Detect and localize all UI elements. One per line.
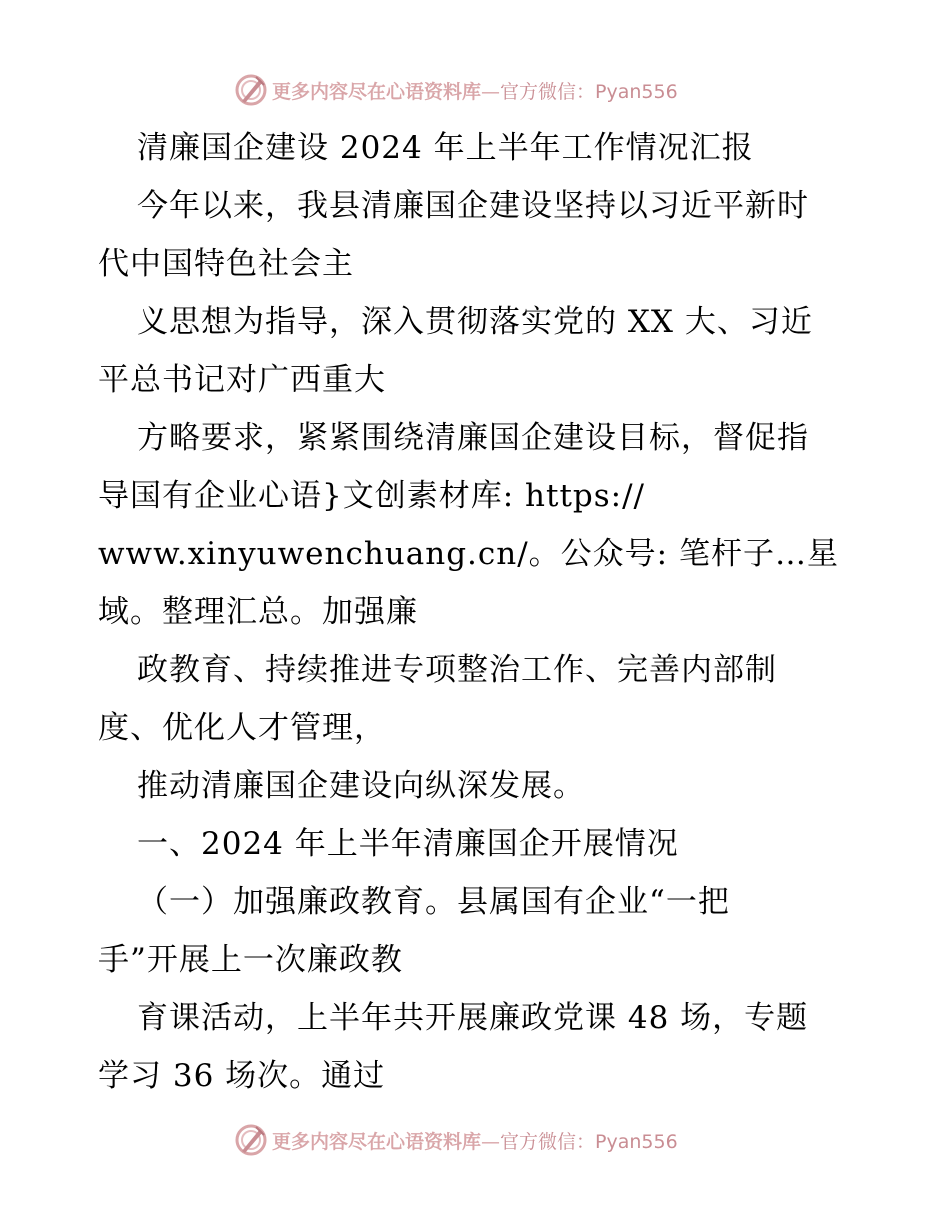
paragraph-line: www.xinyuwenchuang.cn/。公众号: 笔杆子…星: [98, 536, 839, 572]
watermark-account: Pyan556: [595, 1130, 678, 1153]
watermark-account: Pyan556: [595, 80, 678, 103]
paragraph-line: 代中国特色社会主: [98, 246, 354, 282]
header-watermark-text: [272, 77, 678, 104]
paragraph-line: 手”开展上一次廉政教: [98, 942, 403, 978]
watermark-dash: —: [481, 1130, 501, 1153]
watermark-site-name: 更多内容尽在心语资料库: [272, 80, 482, 103]
paragraph-line: 今年以来，我县清廉国企建设坚持以习近平新时: [137, 188, 809, 224]
paragraph-line: 推动清廉国企建设向纵深发展。: [137, 768, 585, 804]
subsection-heading: （一）加强廉政教育。县属国有企业“一把: [137, 884, 730, 920]
watermark-site-name: 更多内容尽在心语资料库: [272, 1130, 482, 1153]
paragraph-line: 方略要求，紧紧围绕清廉国企建设目标，督促指: [137, 420, 809, 456]
watermark-wechat-label: 官方微信：: [500, 1130, 596, 1153]
watermark-wechat-label: 官方微信：: [500, 80, 596, 103]
document-title: 清廉国企建设 2024 年上半年工作情况汇报: [137, 130, 754, 166]
section-heading: 一、2024 年上半年清廉国企开展情况: [137, 826, 679, 862]
paragraph-line: 育课活动，上半年共开展廉政党课 48 场，专题: [137, 1000, 809, 1036]
paragraph-line: 域。整理汇总。加强廉: [98, 594, 418, 630]
paragraph-line: 义思想为指导，深入贯彻落实党的 XX 大、习近: [137, 304, 813, 340]
footer-watermark-text: [272, 1127, 678, 1154]
quill-logo-icon: [234, 1123, 268, 1157]
footer-watermark-banner: [234, 1122, 678, 1158]
paragraph-line: 度、优化人才管理，: [98, 710, 386, 746]
paragraph-line: 平总书记对广西重大: [98, 362, 386, 398]
header-watermark-banner: [234, 72, 678, 108]
watermark-dash: —: [481, 80, 501, 103]
paragraph-line: 政教育、持续推进专项整治工作、完善内部制: [137, 652, 777, 688]
quill-logo-icon: [234, 73, 268, 107]
paragraph-line: 导国有企业心语}文创素材库: https://: [98, 478, 645, 514]
paragraph-line: 学习 36 场次。通过: [98, 1058, 386, 1094]
